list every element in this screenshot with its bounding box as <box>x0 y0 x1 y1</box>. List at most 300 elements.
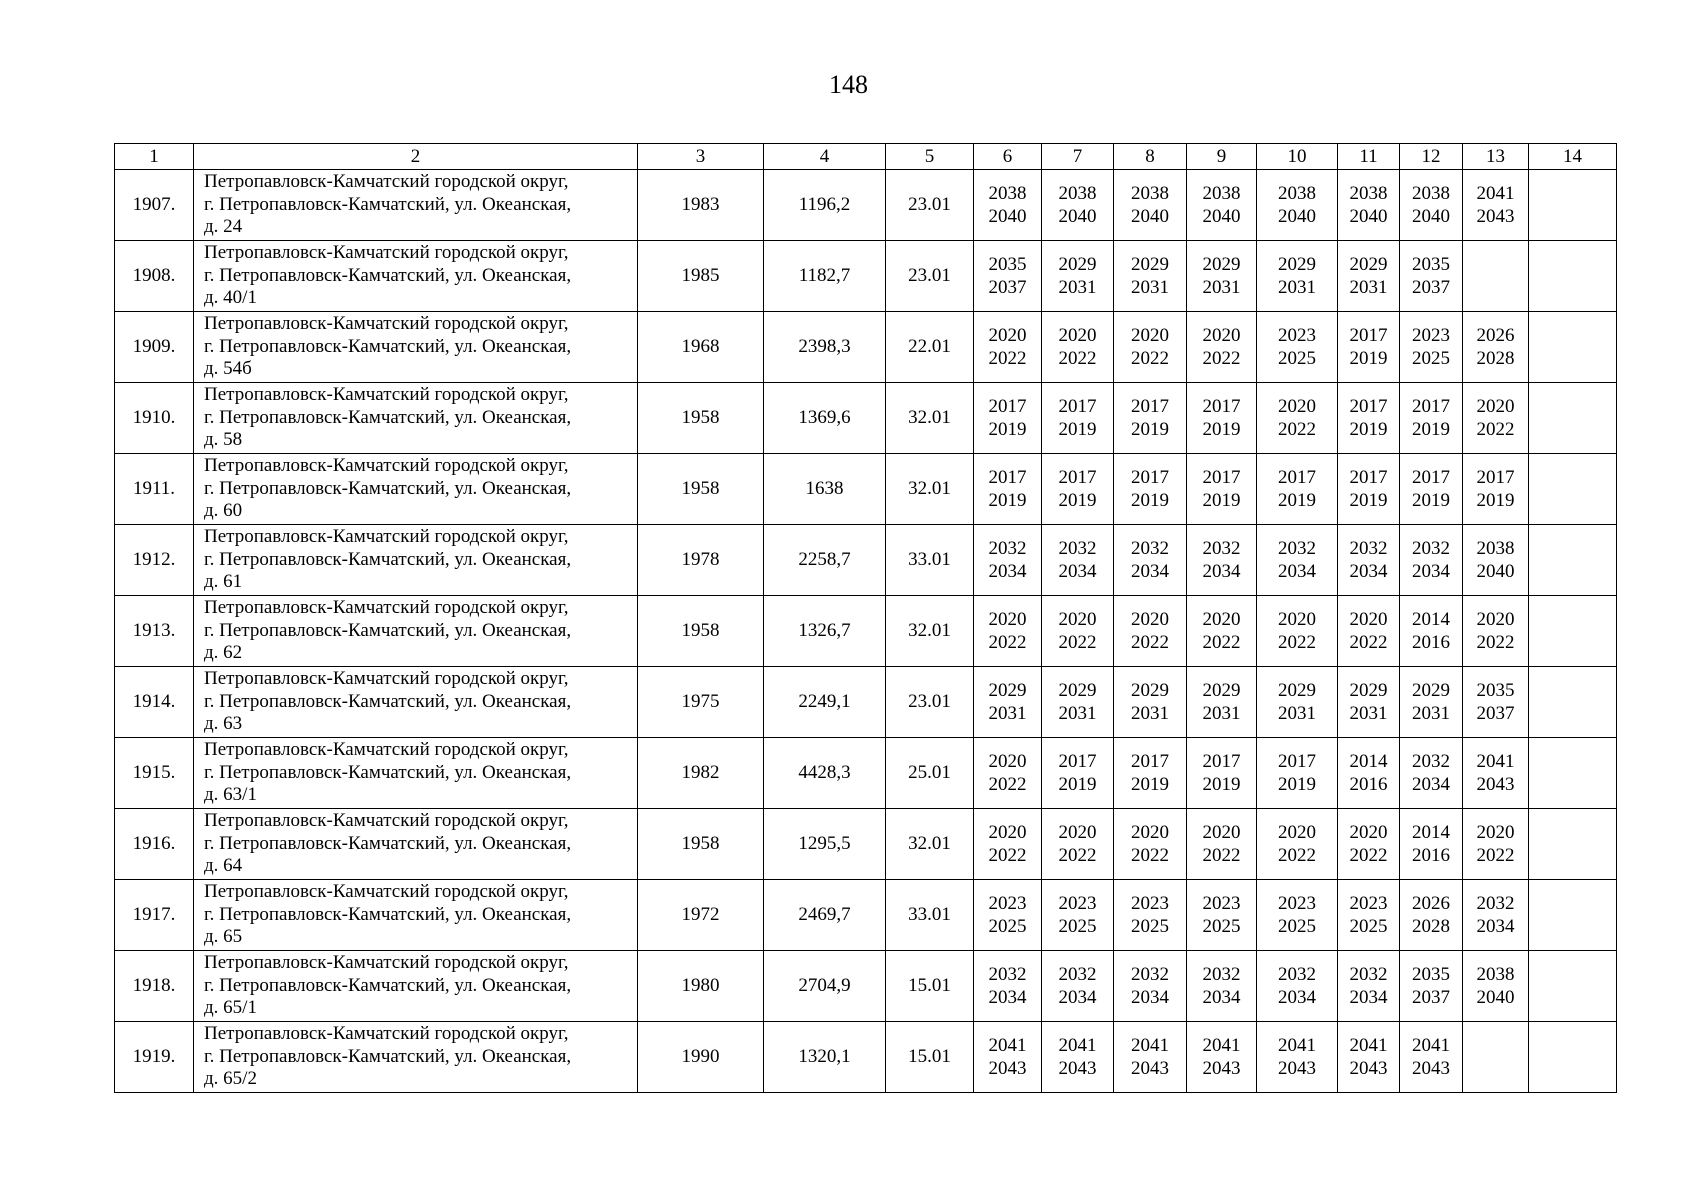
period-end-year: 2022 <box>1202 348 1241 369</box>
period-end-year: 2022 <box>988 845 1027 866</box>
period-cell <box>1338 170 1400 241</box>
address-cell <box>194 880 638 951</box>
period-start-year: 2029 <box>1278 680 1316 701</box>
period-end-year: 2031 <box>988 703 1027 724</box>
period-end-year: 2031 <box>1131 277 1169 298</box>
address-cell <box>194 170 638 241</box>
period-end-year: 2043 <box>1278 1058 1316 1079</box>
period-start-year: 2020 <box>1202 609 1241 630</box>
period-cell <box>1187 951 1257 1022</box>
period-start-year: 2017 <box>1412 467 1450 488</box>
period-cell <box>1463 738 1529 809</box>
period-end-year: 2031 <box>1202 703 1241 724</box>
row-number-cell: 1908. <box>115 241 194 312</box>
period-cell <box>1257 241 1338 312</box>
period-cell <box>1114 596 1187 667</box>
period-end-year: 2028 <box>1412 916 1450 937</box>
period-cell <box>974 383 1042 454</box>
period-cell <box>1400 1022 1463 1093</box>
period-cell <box>974 880 1042 951</box>
period-cell <box>1338 241 1400 312</box>
period-start-year: 2035 <box>988 254 1027 275</box>
period-cell <box>1463 454 1529 525</box>
period-end-year: 2031 <box>1131 703 1169 724</box>
period-end-year: 2019 <box>988 419 1027 440</box>
code-cell: 25.01 <box>886 738 974 809</box>
area-cell: 1638 <box>764 454 886 525</box>
address-cell <box>194 454 638 525</box>
period-cell <box>1257 170 1338 241</box>
year-built-cell: 1980 <box>638 951 764 1022</box>
period-cell <box>1463 383 1529 454</box>
code-cell: 32.01 <box>886 454 974 525</box>
row-number-cell: 1911. <box>115 454 194 525</box>
period-cell <box>974 951 1042 1022</box>
address-line: д. 65/2 <box>204 1068 257 1090</box>
period-cell <box>1042 525 1114 596</box>
period-end-year: 2034 <box>1412 774 1450 795</box>
table-row <box>115 951 1617 1022</box>
period-cell <box>1257 667 1338 738</box>
code-cell: 15.01 <box>886 1022 974 1093</box>
period-cell <box>1114 667 1187 738</box>
period-end-year: 2034 <box>1131 561 1169 582</box>
period-start-year: 2020 <box>988 609 1027 630</box>
address-line: г. Петропавловск-Камчатский, ул. Океанская, <box>204 548 572 570</box>
row-number-cell: 1915. <box>115 738 194 809</box>
year-built-cell: 1990 <box>638 1022 764 1093</box>
period-cell <box>1114 880 1187 951</box>
period-start-year: 2041 <box>1058 1035 1097 1056</box>
table-row <box>115 809 1617 880</box>
address-line: Петропавловск-Камчатский городской округ, <box>204 171 569 193</box>
period-start-year: 2017 <box>1058 467 1097 488</box>
period-end-year: 2022 <box>1476 632 1515 653</box>
row-number-cell: 1917. <box>115 880 194 951</box>
period-cell <box>1338 667 1400 738</box>
period-end-year: 2037 <box>988 277 1027 298</box>
period-end-year: 2025 <box>1202 916 1241 937</box>
period-cell <box>1187 525 1257 596</box>
table-row <box>115 667 1617 738</box>
period-cell <box>974 241 1042 312</box>
period-start-year: 2020 <box>1278 396 1316 417</box>
address-line: Петропавловск-Камчатский городской округ, <box>204 313 569 335</box>
column-header: 6 <box>974 144 1042 170</box>
period-cell <box>1042 880 1114 951</box>
address-line: д. 64 <box>204 855 243 877</box>
address-line: г. Петропавловск-Камчатский, ул. Океанская, <box>204 477 572 499</box>
period-cell <box>974 738 1042 809</box>
period-end-year: 2025 <box>1412 348 1450 369</box>
period-cell <box>1257 454 1338 525</box>
period-end-year: 2019 <box>1476 490 1515 511</box>
address-line: г. Петропавловск-Камчатский, ул. Океанская, <box>204 761 572 783</box>
period-cell <box>1114 170 1187 241</box>
period-end-year: 2022 <box>1058 348 1097 369</box>
period-start-year: 2017 <box>1476 467 1515 488</box>
period-end-year: 2031 <box>1202 277 1241 298</box>
period-end-year: 2043 <box>1202 1058 1241 1079</box>
period-cell <box>1338 809 1400 880</box>
period-start-year: 2017 <box>1278 467 1316 488</box>
period-end-year: 2043 <box>1058 1058 1097 1079</box>
period-cell <box>1400 880 1463 951</box>
period-end-year: 2016 <box>1412 845 1450 866</box>
area-cell: 1182,7 <box>764 241 886 312</box>
period-start-year: 2038 <box>1476 964 1515 985</box>
period-start-year: 2029 <box>1349 680 1388 701</box>
period-start-year: 2038 <box>1349 183 1388 204</box>
period-cell <box>1257 383 1338 454</box>
address-line: Петропавловск-Камчатский городской округ, <box>204 881 569 903</box>
row-number-cell: 1912. <box>115 525 194 596</box>
area-cell: 2249,1 <box>764 667 886 738</box>
period-start-year: 2041 <box>1476 751 1515 772</box>
period-start-year: 2038 <box>988 183 1027 204</box>
period-cell <box>1400 738 1463 809</box>
address-line: д. 62 <box>204 642 243 664</box>
header-row <box>115 144 1617 170</box>
code-cell: 23.01 <box>886 241 974 312</box>
period-start-year: 2032 <box>1278 538 1316 559</box>
code-cell: 33.01 <box>886 525 974 596</box>
period-end-year: 2019 <box>1058 774 1097 795</box>
column-header: 4 <box>764 144 886 170</box>
period-end-year: 2025 <box>1058 916 1097 937</box>
period-cell <box>1187 454 1257 525</box>
table-row <box>115 738 1617 809</box>
period-start-year: 2023 <box>1058 893 1097 914</box>
period-cell <box>1338 738 1400 809</box>
period-end-year: 2022 <box>988 348 1027 369</box>
period-cell <box>974 454 1042 525</box>
page-number: 148 <box>829 70 868 99</box>
address-line: д. 65 <box>204 926 243 948</box>
code-cell: 15.01 <box>886 951 974 1022</box>
address-cell <box>194 525 638 596</box>
period-start-year: 2029 <box>1349 254 1388 275</box>
period-start-year: 2032 <box>1202 538 1241 559</box>
address-line: д. 24 <box>204 216 243 238</box>
address-cell <box>194 312 638 383</box>
period-start-year: 2032 <box>1131 964 1169 985</box>
period-start-year: 2038 <box>1412 183 1450 204</box>
period-end-year: 2034 <box>1131 987 1169 1008</box>
period-cell <box>1463 951 1529 1022</box>
address-line: г. Петропавловск-Камчатский, ул. Океанская, <box>204 619 572 641</box>
period-end-year: 2043 <box>1349 1058 1388 1079</box>
row-number-cell: 1916. <box>115 809 194 880</box>
period-end-year: 2019 <box>1349 419 1388 440</box>
period-end-year: 2019 <box>1058 490 1097 511</box>
period-end-year: 2019 <box>1349 490 1388 511</box>
table-row <box>115 525 1617 596</box>
period-end-year: 2034 <box>1278 987 1316 1008</box>
period-cell <box>1042 596 1114 667</box>
area-cell: 1295,5 <box>764 809 886 880</box>
period-start-year: 2029 <box>1202 254 1241 275</box>
period-end-year: 2034 <box>1412 561 1450 582</box>
address-line: г. Петропавловск-Камчатский, ул. Океанская, <box>204 903 572 925</box>
area-cell: 2704,9 <box>764 951 886 1022</box>
year-built-cell: 1982 <box>638 738 764 809</box>
period-cell <box>1187 809 1257 880</box>
period-end-year: 2031 <box>1349 703 1388 724</box>
period-end-year: 2019 <box>1202 419 1241 440</box>
period-cell <box>974 170 1042 241</box>
area-cell: 2258,7 <box>764 525 886 596</box>
register-table <box>114 143 1617 1093</box>
period-cell <box>1187 170 1257 241</box>
period-start-year: 2032 <box>1349 538 1388 559</box>
period-start-year: 2029 <box>1412 680 1450 701</box>
period-end-year: 2019 <box>1278 490 1316 511</box>
period-cell <box>1257 525 1338 596</box>
period-start-year: 2029 <box>1131 680 1169 701</box>
period-end-year: 2031 <box>1278 703 1316 724</box>
period-start-year: 2023 <box>1278 893 1316 914</box>
address-line: д. 60 <box>204 500 243 522</box>
period-end-year: 2022 <box>1349 632 1388 653</box>
period-start-year: 2041 <box>1131 1035 1169 1056</box>
period-start-year: 2014 <box>1349 751 1388 772</box>
period-cell <box>1187 667 1257 738</box>
address-cell <box>194 241 638 312</box>
period-end-year: 2043 <box>1476 774 1515 795</box>
period-start-year: 2014 <box>1412 822 1450 843</box>
period-start-year: 2035 <box>1412 254 1450 275</box>
address-line: Петропавловск-Камчатский городской округ, <box>204 526 569 548</box>
period-start-year: 2017 <box>1349 325 1388 346</box>
period-start-year: 2017 <box>1349 396 1388 417</box>
address-line: д. 61 <box>204 571 243 593</box>
period-start-year: 2020 <box>988 751 1027 772</box>
period-start-year: 2017 <box>1278 751 1316 772</box>
period-end-year: 2043 <box>1131 1058 1169 1079</box>
period-end-year: 2022 <box>1202 845 1241 866</box>
period-cell <box>1400 383 1463 454</box>
address-cell <box>194 596 638 667</box>
period-end-year: 2025 <box>1131 916 1169 937</box>
period-end-year: 2034 <box>1476 916 1515 937</box>
period-cell <box>1187 312 1257 383</box>
area-cell: 2469,7 <box>764 880 886 951</box>
address-cell <box>194 951 638 1022</box>
address-cell <box>194 1022 638 1093</box>
period-end-year: 2034 <box>1202 987 1241 1008</box>
period-end-year: 2025 <box>988 916 1027 937</box>
period-start-year: 2020 <box>1278 609 1316 630</box>
period-start-year: 2023 <box>1202 893 1241 914</box>
address-line: Петропавловск-Камчатский городской округ, <box>204 668 569 690</box>
period-end-year: 2040 <box>1131 206 1169 227</box>
period-cell <box>1114 454 1187 525</box>
code-cell: 32.01 <box>886 383 974 454</box>
area-cell: 1320,1 <box>764 1022 886 1093</box>
period-start-year: 2029 <box>1058 254 1097 275</box>
period-cell <box>1338 312 1400 383</box>
period-end-year: 2034 <box>1058 987 1097 1008</box>
area-cell: 2398,3 <box>764 312 886 383</box>
year-built-cell: 1972 <box>638 880 764 951</box>
address-line: Петропавловск-Камчатский городской округ, <box>204 455 569 477</box>
period-end-year: 2022 <box>1278 845 1316 866</box>
period-cell <box>1338 880 1400 951</box>
period-end-year: 2019 <box>1349 348 1388 369</box>
period-start-year: 2029 <box>1278 254 1316 275</box>
period-end-year: 2019 <box>1278 774 1316 795</box>
period-cell <box>1529 170 1617 241</box>
period-start-year: 2020 <box>1476 822 1515 843</box>
table-row <box>115 170 1617 241</box>
period-cell <box>1187 241 1257 312</box>
period-start-year: 2038 <box>1058 183 1097 204</box>
table-row <box>115 454 1617 525</box>
period-end-year: 2022 <box>1058 632 1097 653</box>
period-cell <box>1400 454 1463 525</box>
period-start-year: 2032 <box>1202 964 1241 985</box>
year-built-cell: 1975 <box>638 667 764 738</box>
period-end-year: 2022 <box>1131 632 1169 653</box>
period-end-year: 2034 <box>1278 561 1316 582</box>
period-end-year: 2040 <box>1476 987 1515 1008</box>
address-line: г. Петропавловск-Камчатский, ул. Океанская, <box>204 690 572 712</box>
period-end-year: 2031 <box>1058 703 1097 724</box>
period-cell <box>1529 525 1617 596</box>
code-cell: 23.01 <box>886 667 974 738</box>
period-start-year: 2032 <box>988 538 1027 559</box>
row-number-cell: 1910. <box>115 383 194 454</box>
period-start-year: 2020 <box>1202 822 1241 843</box>
address-line: д. 65/1 <box>204 997 257 1019</box>
period-cell <box>1338 596 1400 667</box>
period-cell <box>1114 525 1187 596</box>
year-built-cell: 1978 <box>638 525 764 596</box>
period-end-year: 2025 <box>1278 348 1316 369</box>
address-line: Петропавловск-Камчатский городской округ, <box>204 242 569 264</box>
table-row <box>115 383 1617 454</box>
period-cell <box>974 667 1042 738</box>
period-cell <box>1338 383 1400 454</box>
period-end-year: 2034 <box>1202 561 1241 582</box>
period-cell <box>1114 312 1187 383</box>
year-built-cell: 1958 <box>638 454 764 525</box>
period-end-year: 2022 <box>1131 348 1169 369</box>
period-end-year: 2040 <box>988 206 1027 227</box>
period-start-year: 2023 <box>1278 325 1316 346</box>
period-cell <box>1400 809 1463 880</box>
period-start-year: 2017 <box>988 396 1027 417</box>
column-header: 9 <box>1187 144 1257 170</box>
period-start-year: 2023 <box>988 893 1027 914</box>
period-start-year: 2029 <box>1202 680 1241 701</box>
period-start-year: 2032 <box>988 964 1027 985</box>
period-cell <box>1042 312 1114 383</box>
period-end-year: 2040 <box>1202 206 1241 227</box>
period-cell <box>1042 383 1114 454</box>
period-cell <box>1400 525 1463 596</box>
period-cell <box>1042 241 1114 312</box>
period-cell <box>1187 1022 1257 1093</box>
period-cell <box>1042 738 1114 809</box>
address-line: Петропавловск-Камчатский городской округ, <box>204 384 569 406</box>
period-cell <box>974 312 1042 383</box>
period-cell <box>1463 809 1529 880</box>
row-number-cell: 1919. <box>115 1022 194 1093</box>
period-end-year: 2031 <box>1278 277 1316 298</box>
area-cell: 1326,7 <box>764 596 886 667</box>
period-start-year: 2017 <box>1058 751 1097 772</box>
period-cell <box>1463 880 1529 951</box>
period-start-year: 2032 <box>1476 893 1515 914</box>
period-end-year: 2028 <box>1476 348 1515 369</box>
row-number-cell: 1909. <box>115 312 194 383</box>
period-cell <box>1257 738 1338 809</box>
period-end-year: 2022 <box>1278 419 1316 440</box>
period-start-year: 2023 <box>1412 325 1450 346</box>
row-number-cell: 1918. <box>115 951 194 1022</box>
address-line: г. Петропавловск-Камчатский, ул. Океанская, <box>204 832 572 854</box>
period-end-year: 2025 <box>1278 916 1316 937</box>
period-start-year: 2020 <box>1131 609 1169 630</box>
period-end-year: 2022 <box>1278 632 1316 653</box>
period-start-year: 2017 <box>1131 467 1169 488</box>
period-end-year: 2019 <box>1131 490 1169 511</box>
period-start-year: 2029 <box>988 680 1027 701</box>
period-start-year: 2020 <box>1131 822 1169 843</box>
address-line: г. Петропавловск-Камчатский, ул. Океанская, <box>204 1045 572 1067</box>
code-cell: 32.01 <box>886 809 974 880</box>
period-cell <box>1463 596 1529 667</box>
period-end-year: 2040 <box>1349 206 1388 227</box>
period-end-year: 2016 <box>1412 632 1450 653</box>
table-row <box>115 312 1617 383</box>
period-start-year: 2017 <box>988 467 1027 488</box>
period-cell <box>1529 312 1617 383</box>
period-start-year: 2038 <box>1476 538 1515 559</box>
year-built-cell: 1958 <box>638 809 764 880</box>
period-cell <box>1529 880 1617 951</box>
column-header: 2 <box>194 144 638 170</box>
period-cell <box>1463 1022 1529 1093</box>
period-start-year: 2041 <box>1202 1035 1241 1056</box>
period-cell <box>1400 241 1463 312</box>
column-header: 14 <box>1529 144 1617 170</box>
period-cell <box>1529 241 1617 312</box>
period-start-year: 2020 <box>1058 325 1097 346</box>
column-header: 13 <box>1463 144 1529 170</box>
period-start-year: 2038 <box>1131 183 1169 204</box>
period-cell <box>1114 951 1187 1022</box>
period-cell <box>1114 383 1187 454</box>
period-cell <box>1338 454 1400 525</box>
period-start-year: 2032 <box>1349 964 1388 985</box>
period-cell <box>974 809 1042 880</box>
period-cell <box>1529 454 1617 525</box>
period-cell <box>1257 809 1338 880</box>
period-cell <box>1187 738 1257 809</box>
row-number-cell: 1914. <box>115 667 194 738</box>
period-start-year: 2038 <box>1202 183 1241 204</box>
period-end-year: 2022 <box>988 632 1027 653</box>
period-start-year: 2020 <box>1058 822 1097 843</box>
period-start-year: 2017 <box>1202 467 1241 488</box>
address-line: д. 63/1 <box>204 784 257 806</box>
period-end-year: 2022 <box>1349 845 1388 866</box>
period-cell <box>974 596 1042 667</box>
period-end-year: 2040 <box>1476 561 1515 582</box>
